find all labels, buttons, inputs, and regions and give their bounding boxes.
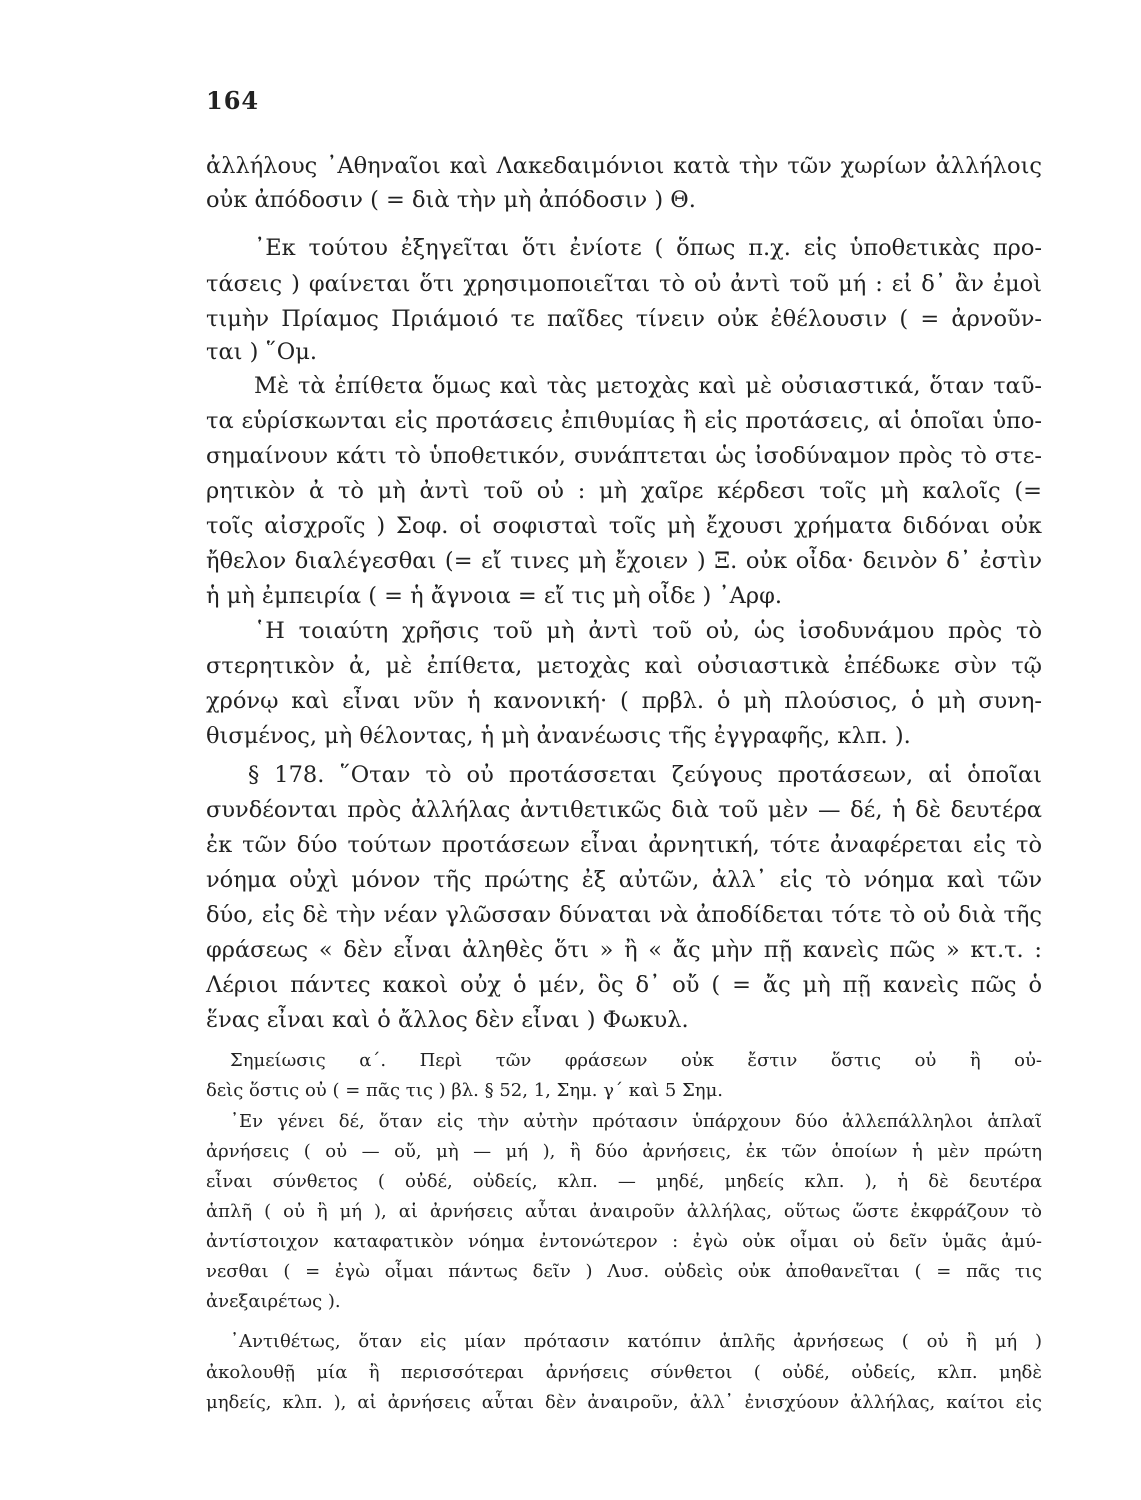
text-line: ται ) ῞Ομ. <box>206 339 318 365</box>
note-line: νεσθαι ( = ἐγὼ οἶμαι πάντως δεῖν ) Λυσ. οὐδεὶς οὐκ ἀποθανεῖται ( = πᾶς τις <box>206 1261 1042 1282</box>
note-line: εἶναι σύνθετος ( οὐδέ, οὐδείς, κλπ. — μηδέ, μηδείς κλπ. ), ἡ δὲ δευτέρα <box>206 1171 1042 1192</box>
text-line: δύο, εἰς δὲ τὴν νέαν γλῶσσαν δύναται νὰ ἀποδίδεται τότε τὸ οὐ διὰ τῆς <box>206 902 1042 928</box>
text-line: ῾Η τοιαύτη χρῆσις τοῦ μὴ ἀντὶ τοῦ οὐ, ὡς ἰσοδυνάμου πρὸς τὸ <box>254 618 1042 644</box>
text-line: τάσεις ) φαίνεται ὅτι χρησιμοποιεῖται τὸ οὐ ἀντὶ τοῦ μή : εἰ δ᾿ ἂν ἐμοὶ <box>206 271 1042 297</box>
text-line: ρητικὸν ἀ τὸ μὴ ἀντὶ τοῦ οὐ : μὴ χαῖρε κέρδεσι τοῖς μὴ καλοῖς (= <box>206 478 1042 504</box>
note-line: ἀντίστοιχον καταφατικὸν νόημα ἐντονώτερον : ἐγὼ οὐκ οἶμαι οὐ δεῖν ὑμᾶς ἀμύ- <box>206 1231 1042 1252</box>
note-line: ἀρνήσεις ( οὐ — οὔ, μὴ — μή ), ἢ δύο ἀρνήσεις, ἐκ τῶν ὁποίων ἡ μὲν πρώτη <box>206 1141 1042 1162</box>
text-line: θισμένος, μὴ θέλοντας, ἡ μὴ ἀνανέωσις τῆς ἐγγραφῆς, κλπ. ). <box>206 723 911 749</box>
text-line: σημαίνουν κάτι τὸ ὑποθετικόν, συνάπτεται ὡς ἰσοδύναμον πρὸς τὸ στε- <box>206 443 1042 469</box>
text-line: ᾿Εκ τούτου ἐξηγεῖται ὅτι ἐνίοτε ( ὅπως π.χ. εἰς ὑποθετικὰς προ- <box>254 235 1042 261</box>
note-line: ἀκολουθῇ μία ἢ περισσότεραι ἀρνήσεις σύνθετοι ( οὐδέ, οὐδείς, κλπ. μηδὲ <box>206 1362 1042 1383</box>
text-line: τα εὑρίσκωνται εἰς προτάσεις ἐπιθυμίας ἢ εἰς προτάσεις, αἱ ὁποῖαι ὑπο- <box>206 408 1042 434</box>
note-line: μηδείς, κλπ. ), αἱ ἀρνήσεις αὗται δὲν ἀναιροῦν, ἀλλ᾿ ἐνισχύουν ἀλλήλας, καίτοι εἰς <box>206 1392 1042 1413</box>
text-line: ἕνας εἶναι καὶ ὁ ἄλλος δὲν εἶναι ) Φωκυλ. <box>206 1007 689 1033</box>
text-line: ἀλλήλους ᾿Αθηναῖοι καὶ Λακεδαιμόνιοι κατὰ τὴν τῶν χωρίων ἀλλήλοις <box>206 153 1042 179</box>
text-line: συνδέονται πρὸς ἀλλήλας ἀντιθετικῶς διὰ τοῦ μὲν — δέ, ἡ δὲ δευτέρα <box>206 797 1042 823</box>
note-line: ᾿Αντιθέτως, ὅταν εἰς μίαν πρότασιν κατόπιν ἁπλῆς ἀρνήσεως ( οὐ ἢ μή ) <box>230 1331 1042 1352</box>
note-line: ᾿Εν γένει δέ, ὅταν εἰς τὴν αὐτὴν πρότασιν ὑπάρχουν δύο ἀλλεπάλληλοι ἁπλαῖ <box>230 1111 1042 1132</box>
note-line: δεὶς ὅστις οὐ ( = πᾶς τις ) βλ. § 52, 1, Σημ. γ΄ καὶ 5 Σημ. <box>206 1080 724 1101</box>
note-line: ἀνεξαιρέτως ). <box>206 1291 341 1312</box>
text-line: ἡ μὴ ἐμπειρία ( = ἡ ἄγνοια = εἴ τις μὴ οἶδε ) ᾿Αρφ. <box>206 583 783 609</box>
note-line: ἁπλῆ ( οὐ ἢ μή ), αἱ ἀρνήσεις αὗται ἀναιροῦν ἀλλήλας, οὕτως ὥστε ἐκφράζουν τὸ <box>206 1201 1042 1222</box>
text-line: στερητικὸν ἀ, μὲ ἐπίθετα, μετοχὰς καὶ οὐσιαστικὰ ἐπέδωκε σὺν τῷ <box>206 653 1042 679</box>
text-line: οὐκ ἀπόδοσιν ( = διὰ τὴν μὴ ἀπόδοσιν ) Θ. <box>206 187 696 213</box>
page-number: 164 <box>206 86 260 115</box>
text-line: Λέριοι πάντες κακοὶ οὐχ ὁ μέν, ὃς δ᾿ οὔ ( = ἄς μὴ πῇ κανεὶς πῶς ὁ <box>206 972 1042 998</box>
text-line: ἐκ τῶν δύο τούτων προτάσεων εἶναι ἀρνητική, τότε ἀναφέρεται εἰς τὸ <box>206 832 1042 858</box>
text-line: Μὲ τὰ ἐπίθετα ὅμως καὶ τὰς μετοχὰς καὶ μὲ οὐσιαστικά, ὅταν ταῦ- <box>254 373 1042 399</box>
section-heading-line: § 178. ῞Οταν τὸ οὐ προτάσσεται ζεύγους προτάσεων, αἱ ὁποῖαι <box>248 762 1042 788</box>
text-line: νόημα οὐχὶ μόνον τῆς πρώτης ἐξ αὐτῶν, ἀλλ᾿ εἰς τὸ νόημα καὶ τῶν <box>206 867 1042 893</box>
text-line: φράσεως « δὲν εἶναι ἀληθὲς ὅτι » ἢ « ἄς μὴν πῇ κανεὶς πῶς » κτ.τ. : <box>206 937 1042 963</box>
text-line: τιμὴν Πρίαμος Πριάμοιό τε παῖδες τίνειν οὐκ ἐθέλουσιν ( = ἀρνοῦν- <box>206 306 1042 332</box>
text-line: τοῖς αἰσχροῖς ) Σοφ. οἱ σοφισταὶ τοῖς μὴ ἔχουσι χρήματα διδόναι οὐκ <box>206 513 1042 539</box>
text-line: χρόνῳ καὶ εἶναι νῦν ἡ κανονική· ( πρβλ. ὁ μὴ πλούσιος, ὁ μὴ συνη- <box>206 688 1042 714</box>
text-line: ἤθελον διαλέγεσθαι (= εἴ τινες μὴ ἔχοιεν ) Ξ. οὐκ οἶδα· δεινὸν δ᾿ ἐστὶν <box>206 548 1042 574</box>
note-line: Σημείωσις α΄. Περὶ τῶν φράσεων οὐκ ἔστιν ὅστις οὐ ἢ οὐ- <box>230 1050 1042 1071</box>
